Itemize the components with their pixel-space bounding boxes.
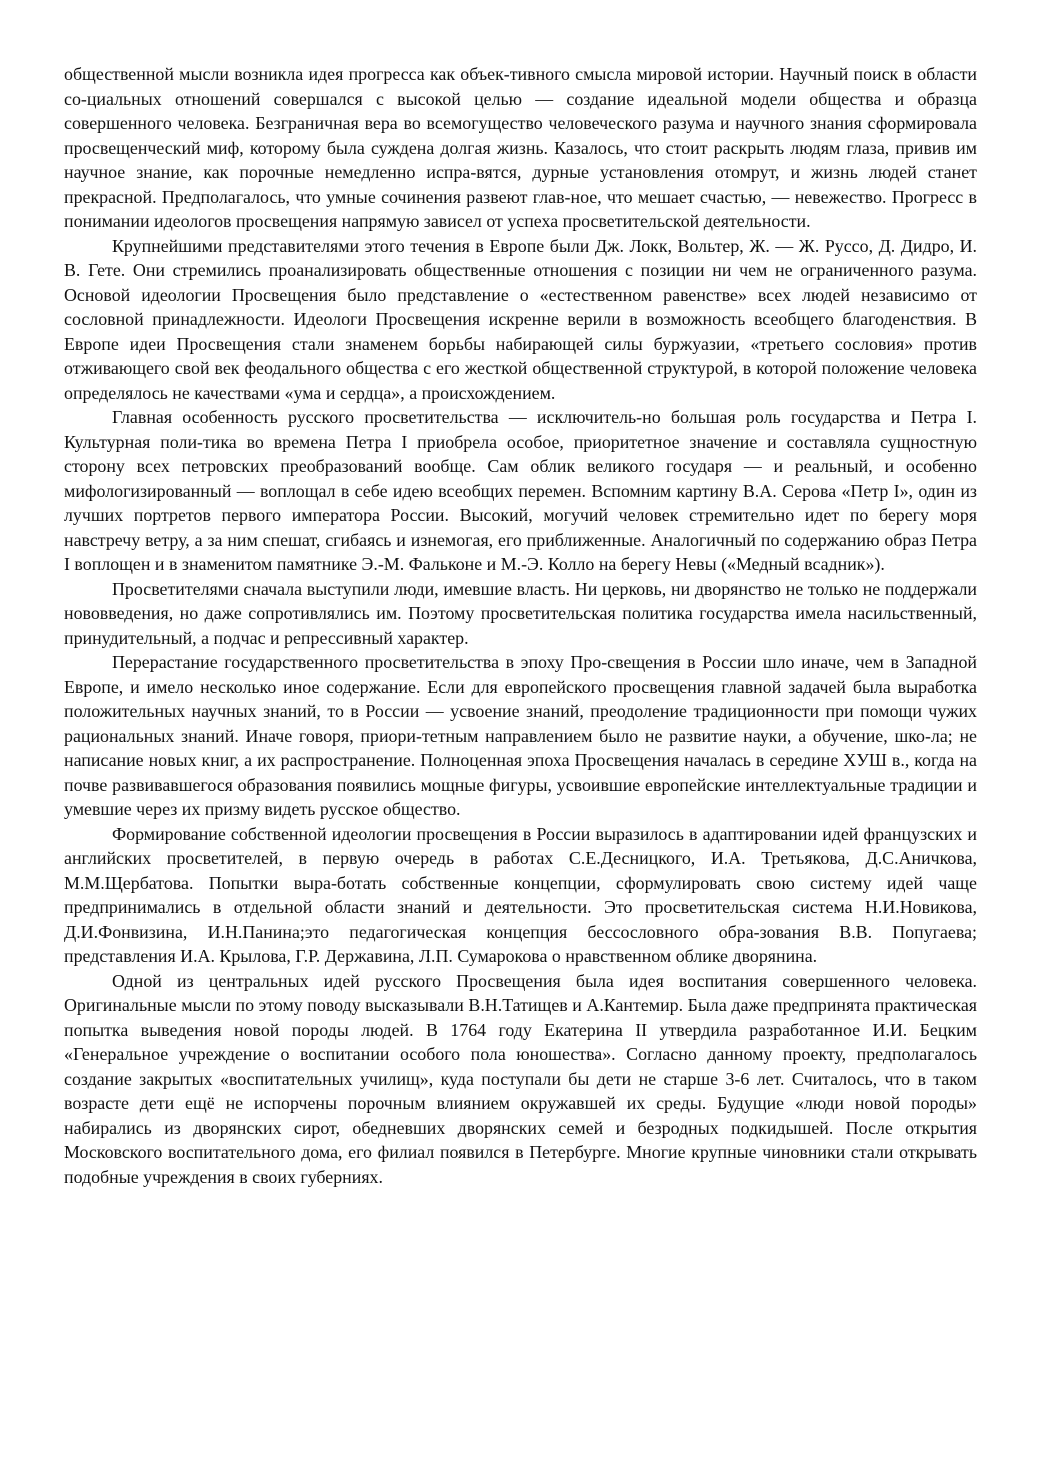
paragraph-state-enlighteners: Просветителями сначала выступили люди, имевшие власть. Ни церковь, ни дворянство не только не поддержали нововведения, но даже сопротивлялись им. Поэтому просветительская политика государства имела насильственный, принудительный, а подчас и репрессивный характер. <box>64 578 977 648</box>
document-page <box>64 62 977 1189</box>
paragraph-european-enlighteners: Крупнейшими представителями этого течения в Европе были Дж. Локк, Вольтер, Ж. — Ж. Руссо, Д. Дидро, И. В. Гете. Они стремились проанализировать общественные отношения с позиции ни чем не ограниченного разума. Основой идеологии Просвещения было представление о «естественном равенстве» всех людей независимо от сословной принадлежности. Идеологи Просвещения искренне верили в возможность всеобщего благоденствия. В Европе идеи Просвещения стали знаменем борьбы набирающей силы буржуазии, «третьего сословия» против отживающего свой век феодального общества с его жесткой общественной структурой, в которой положение человека определялось не качествами «ума и сердца», а происхождением. <box>64 235 977 403</box>
paragraph-progress-idea: общественной мысли возникла идея прогресса как объек-тивного смысла мировой истории. Научный поиск в области со-циальных отношений совершался с высокой целью — создание идеальной модели общества и образца совершенного человека. Безграничная вера во всемогущество человеческого разума и научного знания сформировала просвещенческий миф, которому была суждена долгая жизнь. Казалось, что стоит раскрыть людям глаза, привив им научное знание, как порочные немедленно испра-вятся, дурные установления отомрут, и жизнь людей станет прекрасной. Предполагалось, что умные сочинения развеют глав-ное, что мешает счастью, — невежество. Прогресс в понимании идеологов просвещения напрямую зависел от успеха просветительской деятельности. <box>64 64 977 231</box>
paragraph-own-ideology: Формирование собственной идеологии просвещения в России выразилось в адаптировании идей французских и английских просветителей, в первую очередь в работах С.Е.Десницкого, И.А. Третьякова, Д.С.Аничкова, М.М.Щербатова. Попытки выра-ботать собственные концепции, сформулировать свою систему идей чаще предпринимались в отдельной области знаний и деятельности. Это просветительская система Н.И.Новикова, Д.И.Фонвизина, И.Н.Панина;это педагогическая концепция бессословного обра-зования В.В. Попугаева; представления И.А. Крылова, Г.Р. Державина, Л.П. Сумарокова о нравственном облике дворянина. <box>64 823 977 966</box>
paragraph-peter-the-great: Главная особенность русского просветительства — исключитель-но большая роль государства и Петра I. Культурная поли-тика во времена Петра I приобрела особое, приоритетное значение и составляла сущностную сторону всех петровских преобразований вообще. Сам облик великого государя — и реальный, и особенно мифологизированный — воплощал в себе идею всеобщих перемен. Вспомним картину В.А. Серова «Петр I», один из лучших портретов первого императора России. Высокий, могучий человек стремительно идет по берегу моря навстречу ветру, а за ним спешат, сгибаясь и изнемогая, его приближенные. Аналогичный по содержанию образ Петра I воплощен и в знаменитом памятнике Э.-М. Фальконе и М.-Э. Колло на берегу Невы («Медный всадник»). <box>64 407 977 574</box>
paragraph-russian-enlightenment: Перерастание государственного просветительства в эпоху Про-свещения в России шло иначе, чем в Западной Европе, и имело несколько иное содержание. Если для европейского просвещения главной задачей была выработка положительных научных знаний, то в России — усвоение знаний, преодоление традиционности при помощи чужих рациональных знаний. Иначе говоря, приори-тетным направлением было не развитие науки, а обучение, шко-ла; не написание новых книг, а их распространение. Полноценная эпоха Просвещения началась в середине ХУШ в., когда на почве развивавшегося образования появились мощные фигуры, усвоившие европейские интеллектуальные традиции и умевшие через их призму видеть русское общество. <box>64 652 977 819</box>
paragraph-perfect-human: Одной из центральных идей русского Просвещения была идея воспитания совершенного человека. Оригинальные мысли по этому поводу высказывали В.Н.Татищев и А.Кантемир. Была даже предпринята практическая попытка выведения новой породы людей. В 1764 году Екатерина II утвердила разработанное И.И. Бецким «Генеральное учреждение о воспитании особого пола юношества». Согласно данному проекту, предполагалось создание закрытых «воспитательных училищ», куда поступали бы дети не старше 3-6 лет. Считалось, что в таком возрасте дети ещё не испорчены порочным влиянием окружавшей их среды. Будущие «люди новой породы» набирались из дворянских сирот, обедневших дворянских семей и безродных подкидышей. После открытия Московского воспитательного дома, его филиал появился в Петербурге. Многие крупные чиновники стали открывать подобные учреждения в своих губерниях. <box>64 970 977 1187</box>
